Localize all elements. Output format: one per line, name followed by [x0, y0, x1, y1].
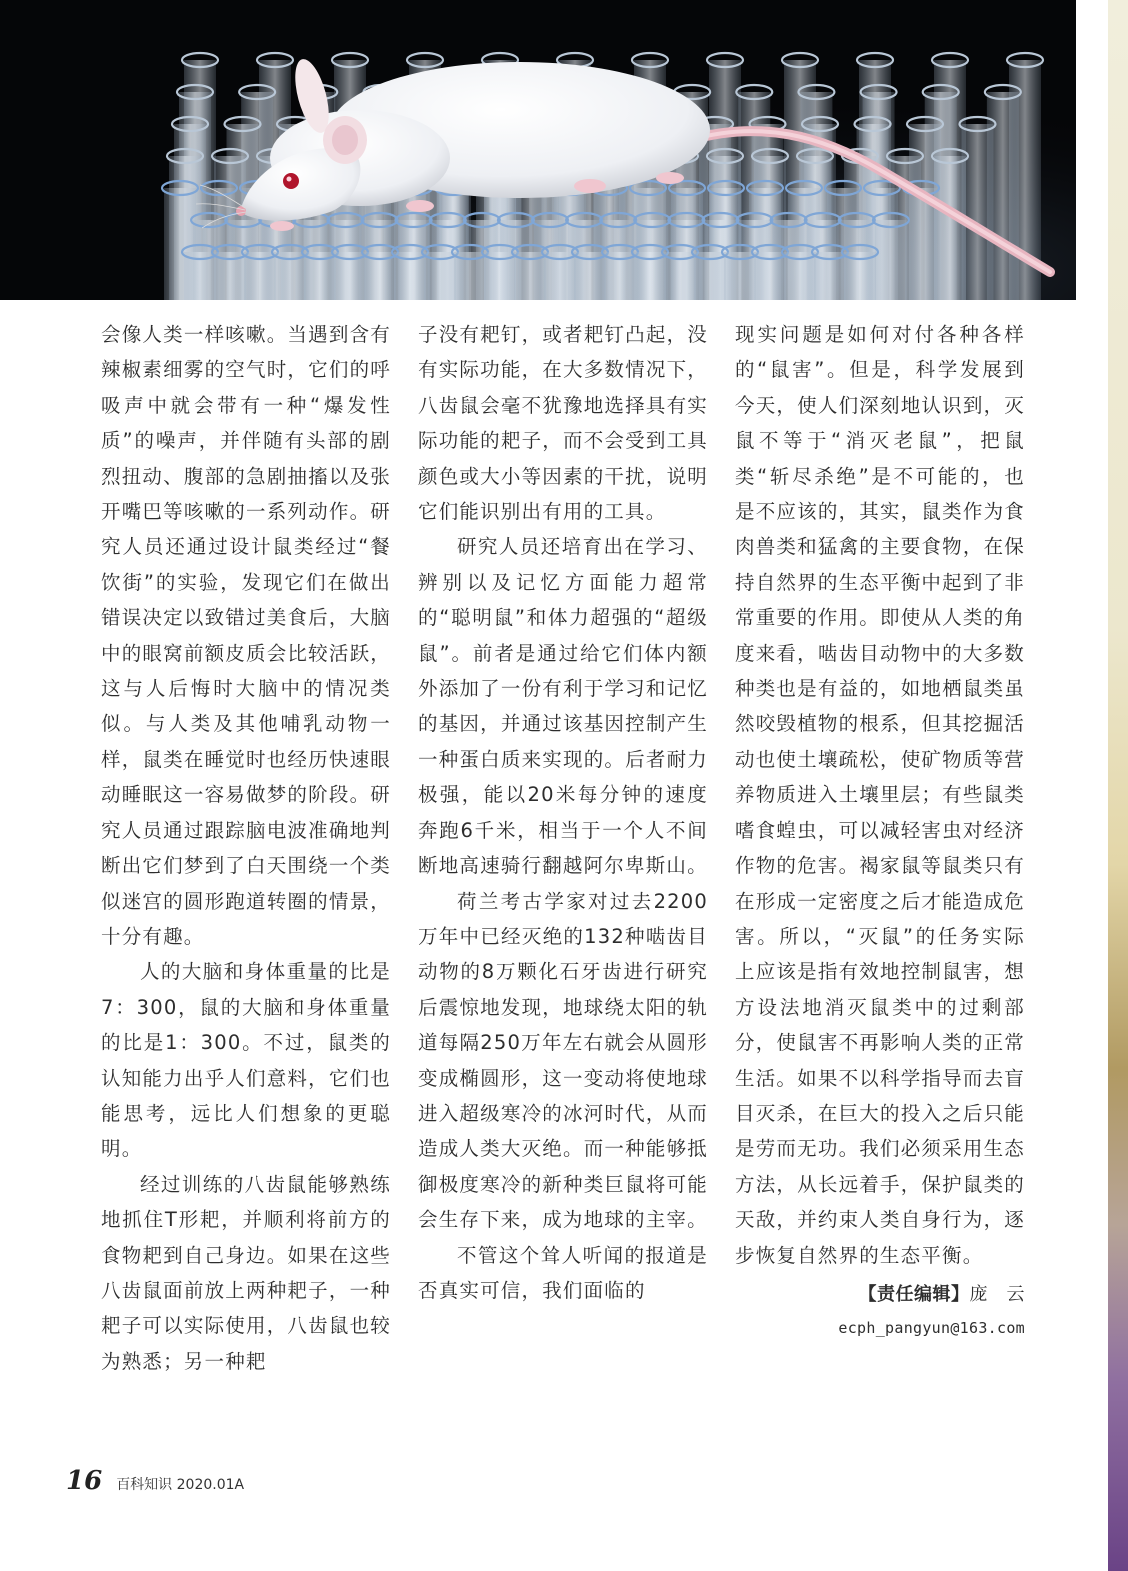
- paragraph: 经过训练的八齿鼠能够熟练地抓住T形耙，并顺利将前方的食物耙到自己身边。如果在这些八齿鼠面前放上两种耙子，一种耙子可以实际使用，八齿鼠也较为熟悉；另一种耙: [101, 1172, 391, 1373]
- paragraph: 荷兰考古学家对过去2200万年中已经灭绝的132种啮齿目动物的8万颗化石牙齿进行研究后震惊地发现，地球绕太阳的轨道每隔250万年左右就会从圆形变成椭圆形，这一变动将使地球进入超级寒冷的冰河时代，从而造成人类大灭绝。而一种能够抵御极度寒冷的新种类巨鼠将可能会生存下来，成为地球的主宰。: [418, 889, 708, 1232]
- paragraph: 人的大脑和身体重量的比是7：300，鼠的大脑和身体重量的比是1：300。不过，鼠类的认知能力出乎人们意料，它们也能思考，远比人们想象的更聪明。: [101, 960, 391, 1161]
- paragraph: 子没有耙钉，或者耙钉凸起，没有实际功能，在大多数情况下，八齿鼠会毫不犹豫地选择具有实际功能的耙子，而不会受到工具颜色或大小等因素的干扰，说明它们能识别出有用的工具。: [418, 323, 708, 524]
- editor-email: ecph_pangyun@163.com: [838, 1319, 1025, 1338]
- editor-name: 庞 云: [969, 1283, 1025, 1305]
- magazine-issue: 百科知识 2020.01A: [116, 1477, 245, 1493]
- page-number: 16: [66, 1466, 103, 1496]
- article-column-1: [101, 317, 391, 1379]
- test-tube: [934, 156, 966, 300]
- page-footer: [66, 1466, 244, 1506]
- paragraph: 现实问题是如何对付各种各样的“鼠害”。但是，科学发展到今天，使人们深刻地认识到，灭鼠不等于“消灭老鼠”，把鼠类“斩尽杀绝”是不可能的，也是不应该的，其实，鼠类作为食肉兽类和猛禽的主要食物，在保持自然界的生态平衡中起到了非常重要的作用。即使从人类的角度来看，啮齿目动物中的大多数种类也是有益的，如地栖鼠类虽然咬毁植物的根系，但其挖掘活动也使土壤疏松，使矿物质等营养物质进入土壤里层；有些鼠类嗜食蝗虫，可以减轻害虫对经济作物的危害。褐家鼠等鼠类只有在形成一定密度之后才能造成危害。所以，“灭鼠”的任务实际上应该是指有效地控制鼠害，想方设法地消灭鼠类中的过剩部分，使鼠害不再影响人类的正常生活。如果不以科学指导而去盲目灭杀，在巨大的投入之后只能是劳而无功。我们必须采用生态方法，从长远着手，保护鼠类的天敌，并约束人类自身行为，逐步恢复自然界的生态平衡。: [735, 323, 1025, 1267]
- editor-credit: [735, 1277, 1025, 1312]
- test-tube: [962, 124, 994, 300]
- paragraph: 不管这个耸人听闻的报道是否真实可信，我们面临的: [418, 1243, 708, 1302]
- test-tube: [875, 220, 907, 300]
- editor-credit-label: 【责任编辑】: [858, 1283, 970, 1305]
- decorative-side-strip: [1108, 0, 1128, 1571]
- article-column-2: [418, 317, 708, 1308]
- hero-photo: [0, 0, 1076, 300]
- paragraph: 研究人员还培育出在学习、辨别以及记忆方面能力超常的“聪明鼠”和体力超强的“超级鼠”。前者是通过给它们体内额外添加了一份有利于学习和记忆的基因，并通过该基因控制产生一种蛋白质来实现的。后者耐力极强，能以20米每分钟的速度奔跑6千米，相当于一个人不间断地高速骑行翻越阿尔卑斯山。: [418, 535, 708, 878]
- article-column-3: [735, 317, 1025, 1344]
- paragraph: 会像人类一样咳嗽。当遇到含有辣椒素细雾的空气时，它们的呼吸声中就会带有一种“爆发性质”的噪声，并伴随有头部的剧烈扭动、腹部的急剧抽搐以及张开嘴巴等咳嗽的一系列动作。研究人员还通过设计鼠类经过“餐饮街”的实验，发现它们在做出错误决定以致错过美食后，大脑中的眼窝前额皮质会比较活跃，这与人后悔时大脑中的情况类似。与人类及其他哺乳动物一样，鼠类在睡觉时也经历快速眼动睡眠这一容易做梦的阶段。研究人员通过跟踪脑电波准确地判断出它们梦到了白天围绕一个类似迷宫的圆形跑道转圈的情景，十分有趣。: [101, 323, 391, 948]
